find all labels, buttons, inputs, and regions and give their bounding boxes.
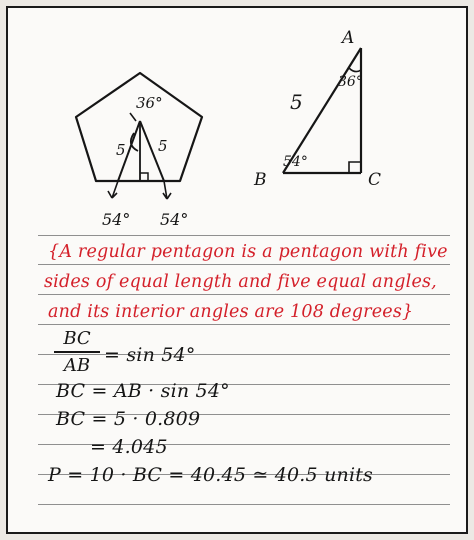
ruled-line: [38, 324, 450, 325]
notebook-page: [6, 6, 468, 534]
hypotenuse-label: 5: [290, 90, 303, 114]
final-answer: P = 10 · BC = 40.45 ≃ 40.5 units: [48, 464, 374, 486]
fraction-numerator: BC: [63, 328, 91, 349]
pentagon-diagram: [68, 63, 218, 243]
fraction-rhs: = sin 54°: [104, 344, 196, 366]
fraction-bar: [54, 351, 100, 353]
angle-b-label: 54°: [283, 154, 308, 170]
ratio-fraction: [54, 328, 100, 376]
work-step-4: = 4.045: [90, 436, 168, 458]
ruled-line: [38, 504, 450, 505]
pentagon-top-angle: 36°: [136, 94, 163, 112]
ruled-line: [38, 264, 450, 265]
pentagon-side-label: 5: [116, 141, 126, 159]
definition-line-1: {A regular pentagon is a pentagon with five: [48, 242, 448, 262]
definition-line-2: sides of equal length and five equal angles,: [44, 272, 437, 292]
pentagon-slant-label: 5: [158, 137, 168, 155]
vertex-b-label: B: [254, 170, 267, 190]
ruled-line: [38, 294, 450, 295]
fraction-denominator: AB: [63, 355, 91, 376]
vertex-c-label: C: [368, 170, 382, 190]
angle-a-label: 36°: [338, 74, 363, 90]
definition-line-3: and its interior angles are 108 degrees}: [48, 302, 414, 322]
vertex-a-label: A: [342, 28, 355, 48]
work-step-2: BC = AB · sin 54°: [56, 380, 230, 402]
pentagon-base-angle-left: 54°: [102, 210, 131, 229]
work-step-3: BC = 5 · 0.809: [56, 408, 201, 430]
pentagon-base-angle-right: 54°: [160, 210, 189, 229]
